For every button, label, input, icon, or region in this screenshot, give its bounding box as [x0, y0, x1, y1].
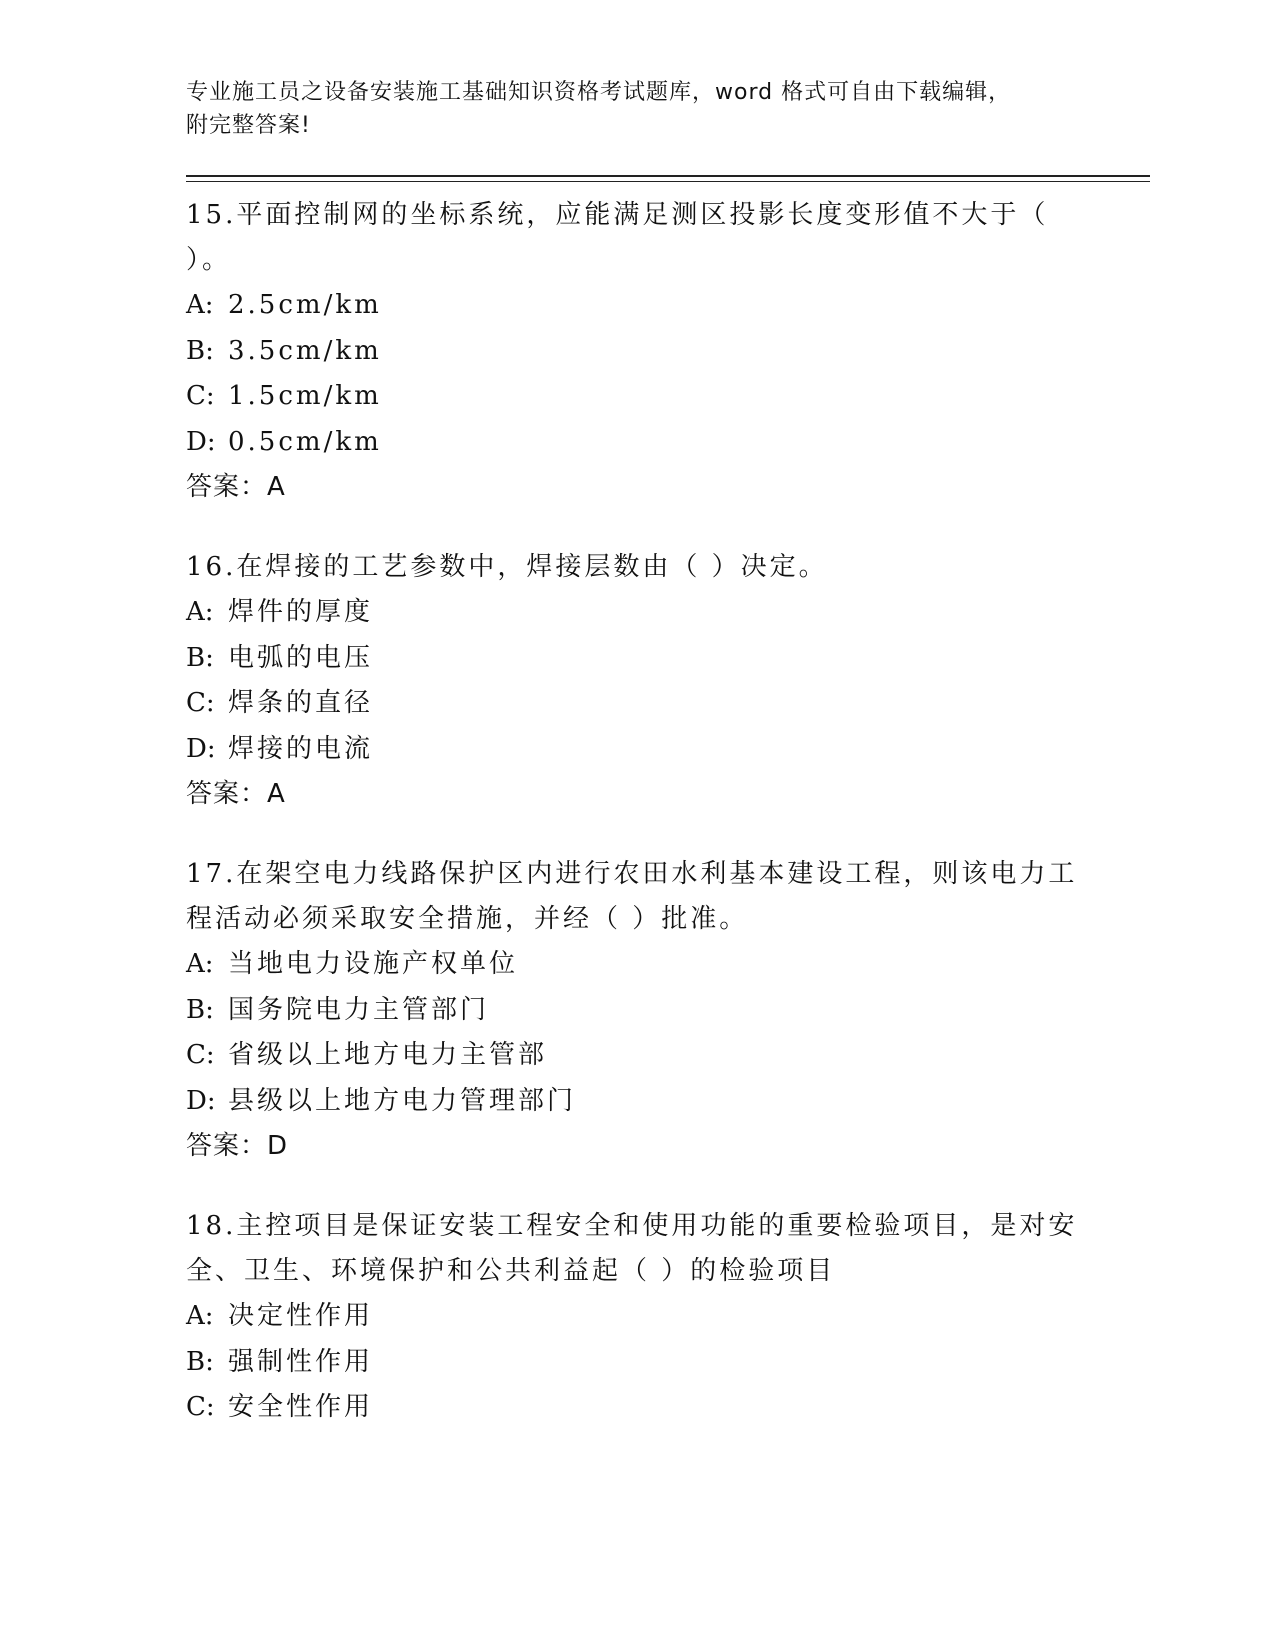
option-letter: B: — [186, 994, 214, 1025]
option-text: 电弧的电压 — [228, 642, 374, 673]
option-text: 安全性作用 — [228, 1392, 374, 1422]
question-stem-line: 17.在架空电力线路保护区内进行农田水利基本建设工程，则该电力工 — [186, 859, 1078, 889]
option-a — [186, 942, 1086, 988]
option-letter: C: — [186, 1392, 215, 1422]
option-text: 国务院电力主管部门 — [228, 994, 490, 1025]
answer-line: 答案：A — [186, 472, 286, 502]
option-b — [186, 1340, 1086, 1386]
option-letter: D: — [186, 426, 216, 457]
option-text: 焊件的厚度 — [228, 597, 374, 627]
question-stem-line: ）。 — [186, 245, 232, 275]
header-divider-thin — [186, 181, 1150, 182]
option-text: 焊接的电流 — [228, 733, 374, 764]
option-b — [186, 636, 1086, 682]
option-text: 省级以上地方电力主管部 — [228, 1040, 548, 1070]
option-a — [186, 1294, 1086, 1340]
question-stem-line: 全、卫生、环境保护和公共利益起（ ）的检验项目 — [186, 1256, 836, 1286]
option-letter: A: — [186, 1301, 214, 1331]
option-d — [186, 1079, 1086, 1125]
option-letter: A: — [186, 949, 214, 979]
option-text: 县级以上地方电力管理部门 — [228, 1085, 577, 1116]
answer-line: 答案：A — [186, 779, 286, 809]
question-15 — [186, 193, 1086, 509]
option-b — [186, 329, 1086, 375]
option-d — [186, 420, 1086, 466]
option-letter: C: — [186, 688, 215, 718]
question-stem-line: 程活动必须采取安全措施，并经（ ）批准。 — [186, 904, 749, 934]
option-text: 强制性作用 — [228, 1346, 374, 1377]
question-stem-line: 16.在焊接的工艺参数中，焊接层数由（ ）决定。 — [186, 552, 828, 582]
option-text: 3.5cm/km — [228, 335, 382, 366]
option-a — [186, 283, 1086, 329]
header-divider-thick — [186, 175, 1150, 177]
option-b — [186, 988, 1086, 1034]
option-letter: A: — [186, 290, 214, 320]
question-17 — [186, 852, 1086, 1168]
document-header — [186, 76, 1066, 142]
question-16 — [186, 545, 1086, 816]
option-c — [186, 1033, 1086, 1079]
option-c — [186, 1385, 1086, 1431]
option-letter: B: — [186, 335, 214, 366]
option-letter: C: — [186, 381, 215, 411]
option-letter: D: — [186, 733, 216, 764]
option-letter: A: — [186, 597, 214, 627]
option-d — [186, 727, 1086, 773]
option-letter: B: — [186, 1346, 214, 1377]
option-letter: B: — [186, 642, 214, 673]
option-c — [186, 681, 1086, 727]
header-line-1: 专业施工员之设备安装施工基础知识资格考试题库，word 格式可自由下载编辑， — [186, 80, 1012, 105]
option-text: 焊条的直径 — [228, 688, 374, 718]
question-list — [186, 193, 1086, 1467]
option-text: 1.5cm/km — [228, 381, 382, 411]
question-stem-line: 15.平面控制网的坐标系统，应能满足测区投影长度变形值不大于（ — [186, 200, 1049, 230]
option-letter: D: — [186, 1085, 216, 1116]
question-18 — [186, 1204, 1086, 1431]
answer-line: 答案：D — [186, 1131, 289, 1161]
header-line-2: 附完整答案! — [186, 113, 311, 138]
option-c — [186, 374, 1086, 420]
option-text: 2.5cm/km — [228, 290, 382, 320]
option-a — [186, 590, 1086, 636]
option-text: 0.5cm/km — [228, 426, 382, 457]
option-text: 决定性作用 — [228, 1301, 374, 1331]
option-text: 当地电力设施产权单位 — [228, 949, 519, 979]
question-stem-line: 18.主控项目是保证安装工程安全和使用功能的重要检验项目，是对安 — [186, 1211, 1078, 1241]
option-letter: C: — [186, 1040, 215, 1070]
